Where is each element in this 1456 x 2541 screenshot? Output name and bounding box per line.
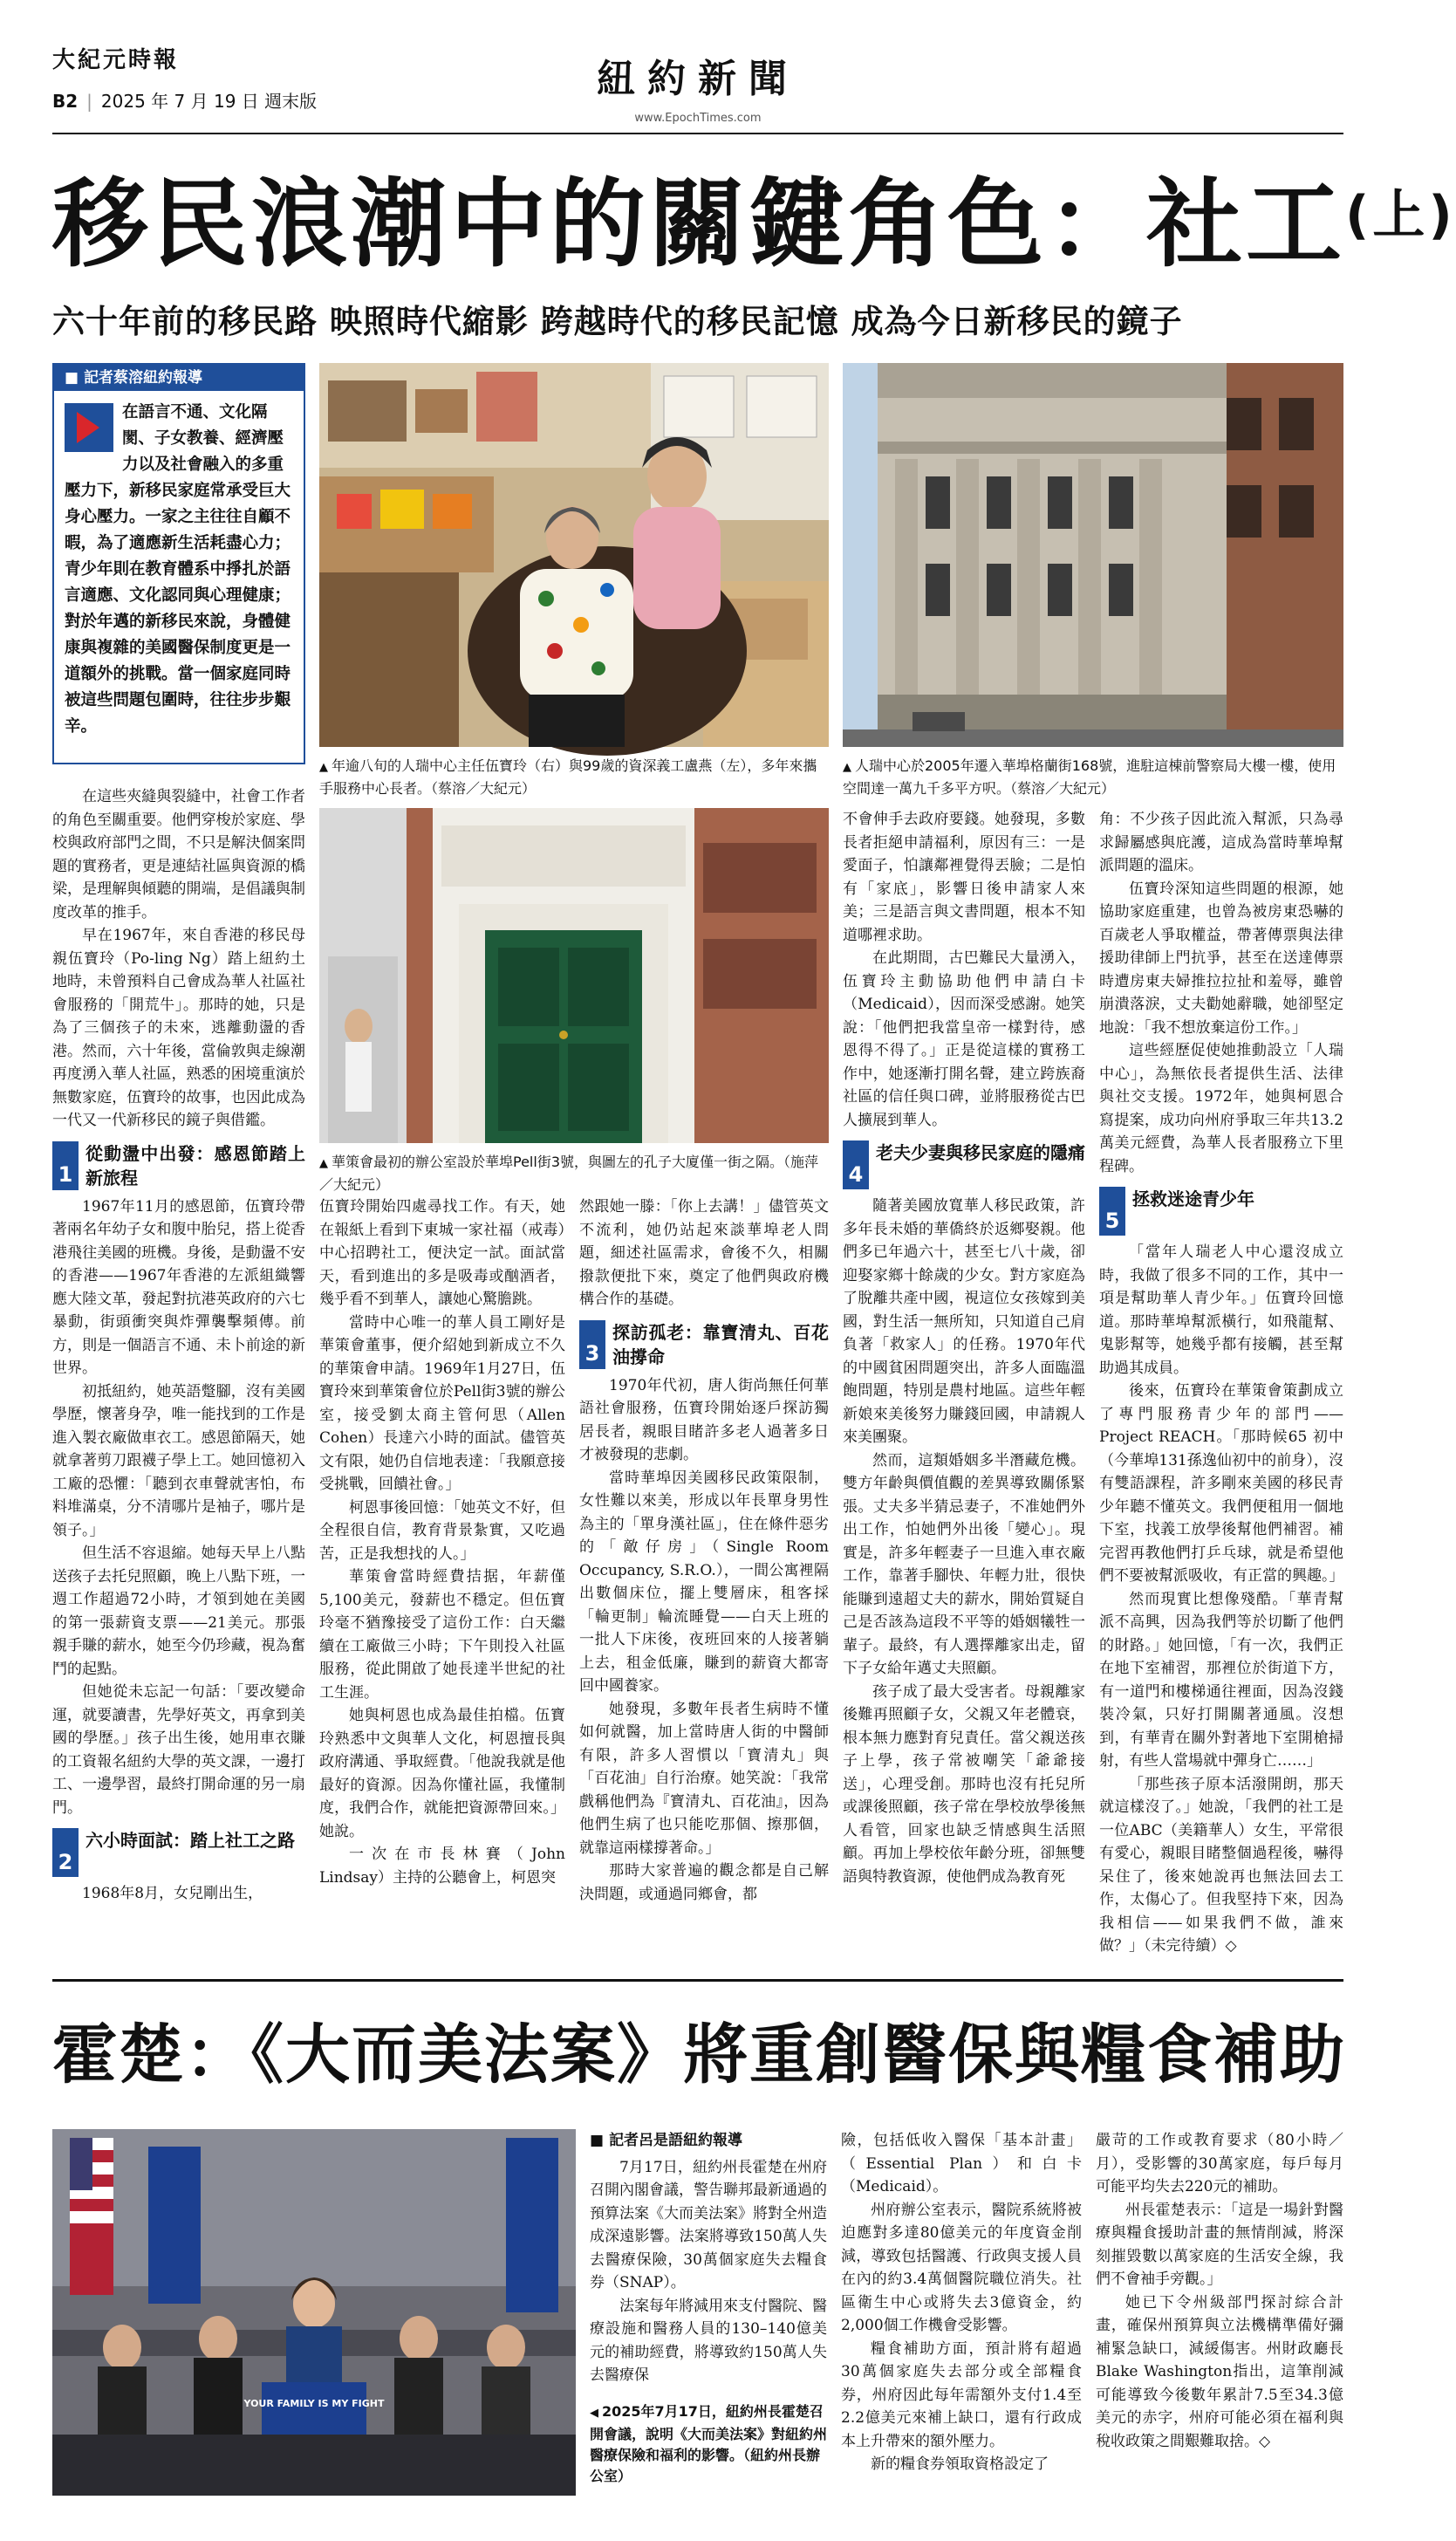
article2-column-2 [841, 2129, 1082, 2513]
play-arrow-icon [65, 403, 113, 452]
paragraph: 這些經歷促使她推動設立「人瑞中心」，為無依長者提供生活、法律與社交支援。1972年，她與柯恩合寫提案，成功向州府爭取三年共13.2萬美元經費，為華人長者服務立下里程碑。 [1099, 1042, 1343, 1175]
article1-headline-text: 移民浪潮中的關鍵角色：社工 [52, 168, 1345, 280]
paragraph: 她發現，多數年長者生病時不懂如何就醫，加上當時唐人街的中醫師有限，許多人習慣以「寶清丸」與「百花油」自行治療。她笑說：「我常戲稱他們為『寶清丸、百花油』，因為他們生病了也只能吃那個、擦那個，就靠這兩樣撐著命。」 [579, 1700, 829, 1857]
article1-column-2 [319, 1195, 565, 1972]
paragraph: 然而現實比想像殘酷。「華青幫派不高興，因為我們等於切斷了他們的財路。」她回憶，「有一次，我們正在地下室補習，那裡位於街道下方，有一道門和樓梯通往裡面，因為沒錢裝冷氣，只好打開關著通風。沒想到，有華青在關外對著地下室開槍掃射，有些人當場就中彈身亡……」 [1099, 1590, 1343, 1770]
paragraph: 在此期間，古巴難民大量湧入，伍寶玲主動協助他們申請白卡（Medicaid），因而深受感謝。她笑說：「他們把我當皇帝一樣對待，感恩得不得了。」正是從這樣的實務工作中，她逐漸打開名聲，建立跨族裔社區的信任與口碑，並將服務從古巴人擴展到華人。 [843, 949, 1085, 1129]
paragraph: 當時中心唯一的華人員工剛好是華策會董事，便介紹她到新成立不久的華策會申請。1969年1月27日，伍寶玲來到華策會位於Pell街3號的辦公室，接受劉太商主管何思（Allen Cohen）長達六小時的面試。儘管英文有限，她仍自信地表達：「我願意接受挑戰，回饋社會。」 [319, 1313, 565, 1493]
paragraph: 早在1967年，來自香港的移民母親伍寶玲（Po-ling Ng）踏上紐約土地時，未曾預料自己會成為華人社區社會服務的「開荒牛」。那時的她，只是為了三個孩子的未來，逃離動盪的香港。然而，六十年後，當倫敦與走線潮再度湧入華人社區，熟悉的困境重演於無數家庭，伍寶玲的故事，也因此成為一代又一代新移民的鏡子與借鑑。 [52, 927, 305, 1129]
photo-office-portrait-caption: ▲ 年逾八旬的人瑞中心主任伍寶玲（右）與99歲的資深義工盧燕（左），多年來攜手服務中心長者。（蔡溶／大紀元） [319, 756, 829, 799]
section-number: 5 [1099, 1187, 1125, 1236]
section-number: 1 [52, 1141, 79, 1190]
paragraph: 隨著美國放寬華人移民政策，許多年長未婚的華僑終於返鄉娶親。他們多已年過六十，甚至七八十歲，卻迎娶家鄉十餘歲的少女。對方家庭為了脫離共產中國，視這位女孩嫁到美國，對生活一無所知，只知道自己肩負著「救家人」的任務。1970年代的中國貧困問題突出，許多人面臨溫飽問題，特別是農村地區。這些年輕新娘來美後努力賺錢回國，申請親人來美團聚。 [843, 1197, 1085, 1446]
paragraph: 後來，伍寶玲在華策會策劃成立了專門服務青少年的部門——Project REACH。「那時候65 初中（今華埠131孫逸仙初中的前身），沒有雙語課程，許多剛來美國的移民青少年聽不懂英文。我們便租用一個地下室，找義工放學後幫他們補習。補完習再教他們打乒乓球，就是希望他們不要被幫派吸收，有正當的興趣。」 [1099, 1382, 1344, 1585]
paragraph: 7月17日，紐約州長霍楚在州府召開內閣會議，警告聯邦最新通過的預算法案《大而美法案》將對全州造成深遠影響。法案將導致150萬人失去醫療保險，30萬個家庭失去糧食券（SNAP）。 [590, 2158, 827, 2291]
paragraph: 她與柯恩也成為最佳拍檔。伍寶玲熟悉中文與華人文化，柯恩擅長與政府溝通、爭取經費。「他說我就是他最好的資源。因為你懂社區，我懂制度，我們合作，就能把資源帶回來。」她說。 [319, 1707, 565, 1840]
paragraph: 「當年人瑞老人中心還沒成立時，我做了很多不同的工作，其中一項是幫助華人青少年。」伍寶玲回憶道。那時華埠幫派橫行，如飛龍幫、鬼影幫等，她幾乎都有接觸，甚至幫助過其成員。 [1099, 1243, 1343, 1377]
article1-subheadline: 六十年前的移民路 映照時代縮影 跨越時代的移民記憶 成為今日新移民的鏡子 [52, 303, 1183, 340]
paragraph: 然跟她一滕：「你上去講！」儘管英文不流利，她仍站起來談華埠老人問題，細述社區需求，會後不久，相關撥款便批下來，奠定了他們與政府機構合作的基礎。 [579, 1198, 829, 1308]
paragraph: 當時華埠因美國移民政策限制，女性難以來美，形成以年長單身男性為主的「單身漢社區」，住在條件惡劣的「敵仔房」（Single Room Occupancy, S.R.O.），一間公寓裡隔出數個床位，擺上雙層床，租客採「輪更制」輪流睡覺——白天上班的一批人下床後，夜班回來的人接著躺上去，租金低廉，賺到的薪資大都寄回中國養家。 [579, 1469, 829, 1695]
photo-building [843, 363, 1343, 747]
article2-byline: ■ 記者呂是語紐約報導 [590, 2129, 827, 2153]
photo-building-caption: ▲ 人瑞中心於2005年遷入華埠格蘭街168號，進駐這棟前警察局大樓一樓，使用空間達一萬九千多平方呎。（蔡溶／大紀元） [843, 756, 1343, 799]
paragraph: 在這些夾縫與裂縫中，社會工作者的角色至關重要。他們穿梭於家庭、學校與政府部門之間，不只是解決個案問題的實務者，更是連結社區與資源的橋梁，是理解與傾聽的開端，是倡議與制度改革的推手。 [52, 788, 305, 921]
masthead [52, 35, 1343, 148]
section-title: 紐約新聞 [597, 57, 799, 101]
article1-column-4 [843, 808, 1085, 1972]
section-heading-1 [52, 1141, 305, 1190]
section-number: 4 [843, 1140, 869, 1189]
photo-green-door [319, 808, 829, 1143]
newspaper-logo: 大紀元時報 [52, 47, 180, 73]
press-conference-illustration [52, 2129, 576, 2496]
section-number: 2 [52, 1828, 79, 1877]
article1-headline [52, 159, 1456, 280]
section-title-text: 拯救迷途青少年 [1132, 1188, 1254, 1209]
section-title-text: 探訪孤老：靠寶清丸、百花油撐命 [612, 1321, 829, 1367]
paragraph: 她已下令州級部門探討綜合計畫，確保州預算與立法機構準備好彌補緊急缺口，減緩傷害。州財政廳長Blake Washington指出，這筆削減可能導致今後數年累計7.5至34.3億美元的赤字，州府可能必須在福利與稅收政策之間艱難取捨。◇ [1096, 2293, 1343, 2450]
paragraph: 那時大家普遍的觀念都是自己解決問題，或通過同鄉會，都 [579, 1862, 829, 1903]
paragraph: 法案每年將減用來支付醫院、醫療設施和醫務人員的130–140億美元的補助經費，將導致約150萬人失去醫療保 [590, 2297, 827, 2384]
paragraph: 州府辦公室表示，醫院系統將被迫應對多達80億美元的年度資金削減，導致包括醫護、行政與支援人員在內的約3.4萬個醫院職位消失。社區衛生中心或將失去3億資金，約2,000個工作機會受影響。 [841, 2201, 1082, 2334]
photo-press-conference-caption: ◀ 2025年7月17日，紐約州長霍楚召開會議，說明《大而美法案》對紐約州醫療保險和福利的影響。（紐約州長辦公室） [590, 2401, 827, 2487]
building-illustration [843, 363, 1343, 747]
paragraph: 伍寶玲深知這些問題的根源，她協助家庭重建，也曾為被房東恐嚇的百歲老人爭取權益，帶著傳票與法律援助律師上門抗爭，甚至在送達傳票時遭房東夫婦推拉拉扯和羞辱，雖曾崩潰落淚，丈夫勸她辭職，她卻堅定地說：「我不想放棄這份工作。」 [1099, 880, 1343, 1037]
paragraph: 1970年代初，唐人街尚無任何華語社會服務，伍寶玲開始逐戶探訪獨居長者，親眼目睹許多老人過著多日才被發現的悲劇。 [579, 1376, 829, 1463]
paragraph: 一次在市長林賽（John Lindsay）主持的公聽會上，柯恩突 [319, 1846, 565, 1887]
section-heading-4 [843, 1140, 1085, 1189]
podium-sign-text: YOUR FAMILY IS MY FIGHT [243, 2398, 385, 2409]
photo-green-door-caption: ▲ 華策會最初的辦公室設於華埠Pell街3號，與圖左的孔子大廈僅一街之隔。（施萍／大紀元） [319, 1152, 829, 1195]
photo-office-portrait [319, 363, 829, 747]
paragraph: 糧食補助方面，預計將有超過30萬個家庭失去部分或全部糧食券，州府因此每年需額外支付1.4至2.2億美元來補上缺口，還有行政成本上升帶來的額外壓力。 [841, 2339, 1082, 2450]
article1-column-3 [579, 1195, 829, 1972]
article1-intro [54, 391, 304, 740]
office-portrait-illustration [319, 363, 829, 747]
section-number: 3 [579, 1320, 605, 1369]
paragraph: 「那些孩子原本活潑開朗，那天就這樣沒了。」她說，「我們的社工是一位ABC（美籍華人）女生，平常很有愛心，親眼目睹整個過程後，嚇得呆住了，後來她說再也無法回去工作，太傷心了。但我堅持下來，因為我相信——如果我們不做，誰來做？」（未完待續）◇ [1099, 1775, 1343, 1955]
paragraph: 嚴苛的工作或教育要求（80小時／月），受影響的30萬家庭，每戶每月可能平均失去220元的補助。 [1096, 2132, 1343, 2195]
article1-byline: ■ 記者蔡溶紐約報導 [54, 365, 304, 391]
section-title-text: 老夫少妻與移民家庭的隱痛 [876, 1142, 1085, 1163]
paragraph: 州長霍楚表示：「這是一場針對醫療與糧食援助計畫的無情削減，將深刻摧毀數以萬家庭的生活安全線，我們不會袖手旁觀。」 [1096, 2201, 1343, 2288]
page-info: B2 | 2025 年 7 月 19 日 週末版 [52, 91, 318, 112]
page-number: B2 [52, 91, 79, 112]
section-heading-3 [579, 1320, 829, 1369]
paragraph: 初抵紐約，她英語蹩腳，沒有美國學歷，懷著身孕，唯一能找到的工作是進入製衣廠做車衣工。感恩節隔天，她就拿著剪刀跟襪子學上工。她回憶初入工廠的恐懼：「聽到衣車聲就害怕，布料堆滿桌，分不清哪片是袖子，哪片是領子。」 [52, 1382, 305, 1539]
paragraph: 孩子成了最大受害者。母親離家後難再照顧子女，父親又年老體衰，根本無力應對育兒責任。當父親送孩子上學，孩子常被嘲笑「爺爺接送」，心理受創。那時也沒有托兒所或課後照顧，孩子常在學校放學後無人看管，回家也缺乏情感與生活照顧。再加上學校依年齡分班，卻無雙語與特教資源，使他們成為教育死 [843, 1682, 1085, 1886]
photo-press-conference [52, 2129, 576, 2496]
paragraph: 華策會當時經費拮据，年薪僅5,100美元，發薪也不穩定。但伍寶玲毫不猶豫接受了這份工作：白天繼續在工廠做三小時；下午則投入社區服務，從此開啟了她長達半世紀的社工生涯。 [319, 1568, 565, 1702]
paragraph: 角：不少孩子因此流入幫派，只為尋求歸屬感與庇護，這成為當時華埠幫派問題的溫床。 [1099, 811, 1343, 874]
paragraph: 柯恩事後回憶：「她英文不好，但全程很自信，教育背景紮實，又吃過苦，正是我想找的人。」 [319, 1498, 565, 1563]
article1-column-5 [1099, 808, 1343, 1972]
article1-intro-text: 在語言不通、文化隔閡、子女教養、經濟壓力以及社會融入的多重壓力下，新移民家庭常承受巨大身心壓力。一家之主往往自顧不暇，為了適應新生活耗盡心力；青少年則在教育體系中掙扎於語言適應、文化認同與心理健康；對於年邁的新移民來說，身體健康與複雜的美國醫保制度更是一道額外的挑戰。當一個家庭同時被這些問題包圍時，往往步步艱辛。 [65, 403, 291, 736]
paragraph: 不會伸手去政府要錢。她發現，多數長者拒絕申請福利，原因有三：一是愛面子，怕讓鄰裡覺得丟臉；二是怕有「家底」，影響日後申請家人來美；三是語言與文書問題，根本不知道哪裡求助。 [843, 811, 1085, 944]
paragraph: 險，包括低收入醫保「基本計畫」（Essential Plan）和白卡（Medicaid）。 [841, 2132, 1082, 2195]
section-title-text: 從動盪中出發：感恩節踏上新旅程 [85, 1142, 305, 1188]
paragraph: 但生活不容退縮。她每天早上八點送孩子去托兒照顧，晚上八點下班，一週工作超過72小時，才領到她在美國的第一張薪資支票——21美元。那張親手賺的薪水，她至今仍珍藏，視為奮鬥的起點。 [52, 1544, 305, 1678]
article1-column-1 [52, 785, 305, 1972]
paragraph: 1968年8月，女兒剛出生， [82, 1885, 263, 1902]
section-heading-5 [1099, 1187, 1343, 1236]
section-title-text: 六小時面試：踏上社工之路 [85, 1830, 295, 1851]
paragraph: 新的糧食券領取資格設定了 [871, 2455, 1049, 2473]
masthead-divider [52, 133, 1343, 134]
paragraph: 但她從未忘記一句話：「要改變命運，就要讀書，先學好英文，再拿到美國的學歷。」孩子出生後，她用車衣賺的工資報名紐約大學的英文課，一邊打工、一邊學習，最終打開命運的另一扇門。 [52, 1683, 305, 1817]
site-url[interactable]: www.EpochTimes.com [634, 112, 762, 125]
article2-headline: 霍楚：《大而美法案》將重創醫保與糧食補助 [52, 2017, 1346, 2092]
article-divider [52, 1979, 1343, 1982]
paragraph: 伍寶玲開始四處尋找工作。有天，她在報紙上看到下東城一家社福（戒毒）中心招聘社工，便決定一試。面試當天，看到進出的多是吸毒或酗酒者，幾乎看不到華人，讓她心驚膽跳。 [319, 1198, 565, 1308]
paragraph: 1967年11月的感恩節，伍寶玲帶著兩名年幼子女和腹中胎兒，搭上從香港飛往美國的班機。身後，是動盪不安的香港——1967年香港的左派組織響應大陸文革，發起對抗港英政府的六七暴動，街頭衝突與炸彈襲擊頻傳。前方，則是一個語言不通、未卜前途的新世界。 [52, 1197, 305, 1377]
article1-part-label: (上) [1345, 185, 1456, 246]
article2-column-3 [1096, 2129, 1343, 2513]
paragraph: 然而，這類婚姻多半潛藏危機。雙方年齡與價值觀的差異導致關係緊張。丈夫多半猜忌妻子，不准她們外出工作，怕她們外出後「變心」。現實是，許多年輕妻子一旦進入車衣廠工作，靠著手腳快、年輕力壯，很快能賺到遠超丈夫的薪水，開始質疑自己是否該為這段不平等的婚姻犧牲一輩子。最終，有人選擇離家出走，留下子女給年邁丈夫照顧。 [843, 1451, 1085, 1677]
issue-date: 2025 年 7 月 19 日 週末版 [100, 91, 318, 112]
green-door-illustration [319, 808, 829, 1143]
section-heading-2 [52, 1828, 305, 1877]
article1-intro-box [52, 363, 305, 764]
